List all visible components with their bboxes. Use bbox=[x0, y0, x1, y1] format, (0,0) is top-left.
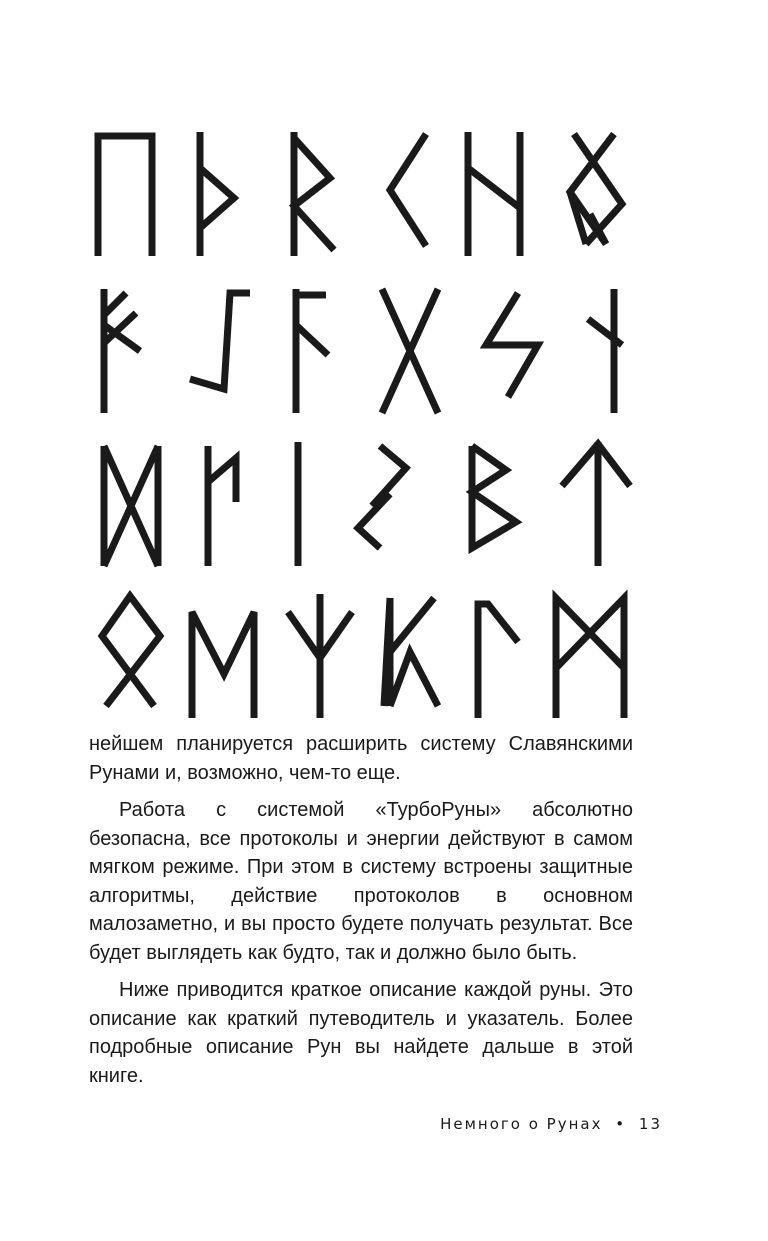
laguz-rune-icon bbox=[284, 590, 354, 720]
rune-grid bbox=[90, 120, 650, 710]
section-title: Немного о Рунах bbox=[440, 1115, 603, 1133]
mannaz-rune-icon bbox=[188, 590, 258, 720]
body-text bbox=[89, 730, 633, 1099]
paragraph-3: Ниже приводится краткое описание каждой руны. Это описание как краткий путеводитель и указатель. Более подробные описание Рун вы найдете дальше в этой книге. bbox=[89, 979, 633, 1087]
berkano-rune-icon bbox=[558, 438, 628, 568]
paragraph-1: нейшем планируется расширить систему Славянскими Рунами и, возможно, чем-то еще. bbox=[89, 733, 633, 784]
ingwaz-rune-icon bbox=[380, 590, 450, 720]
wunjo-rune-icon bbox=[186, 285, 256, 415]
thurisaz-rune-icon bbox=[282, 128, 352, 258]
eihwaz-rune-icon bbox=[90, 438, 160, 568]
othala-rune-icon bbox=[552, 590, 622, 720]
uruz-rune-icon bbox=[186, 128, 256, 258]
fehu-rune-icon bbox=[90, 128, 160, 258]
ansuz-rune-icon bbox=[378, 128, 448, 258]
gebo-rune-icon bbox=[90, 285, 160, 415]
raidho-rune-icon bbox=[462, 128, 532, 258]
page-footer bbox=[440, 1115, 662, 1133]
ehwaz-rune-icon bbox=[98, 590, 168, 720]
jera-rune-icon bbox=[566, 285, 636, 415]
dagaz-rune-icon bbox=[474, 590, 544, 720]
hagalaz-rune-icon bbox=[282, 285, 352, 415]
sowilo-rune-icon bbox=[346, 438, 416, 568]
paragraph-2: Работа с системой «ТурбоРуны» абсолютно безопасна, все протоколы и энергии действуют в самом мягком режиме. При этом в систему встроены защитные алгоритмы, действие протоколов в основном малозаметно, и вы просто будете получать результат. Все будет выглядеть как будто, так и должно было быть. bbox=[89, 799, 633, 964]
nauthiz-rune-icon bbox=[374, 285, 444, 415]
isa-rune-icon bbox=[474, 285, 544, 415]
perthro-rune-icon bbox=[186, 438, 256, 568]
algiz-rune-icon bbox=[270, 438, 340, 568]
footer-separator-icon: • bbox=[615, 1115, 627, 1133]
page-number: 13 bbox=[638, 1115, 662, 1133]
tiwaz-rune-icon bbox=[462, 438, 532, 568]
kenaz-rune-icon bbox=[562, 128, 632, 258]
